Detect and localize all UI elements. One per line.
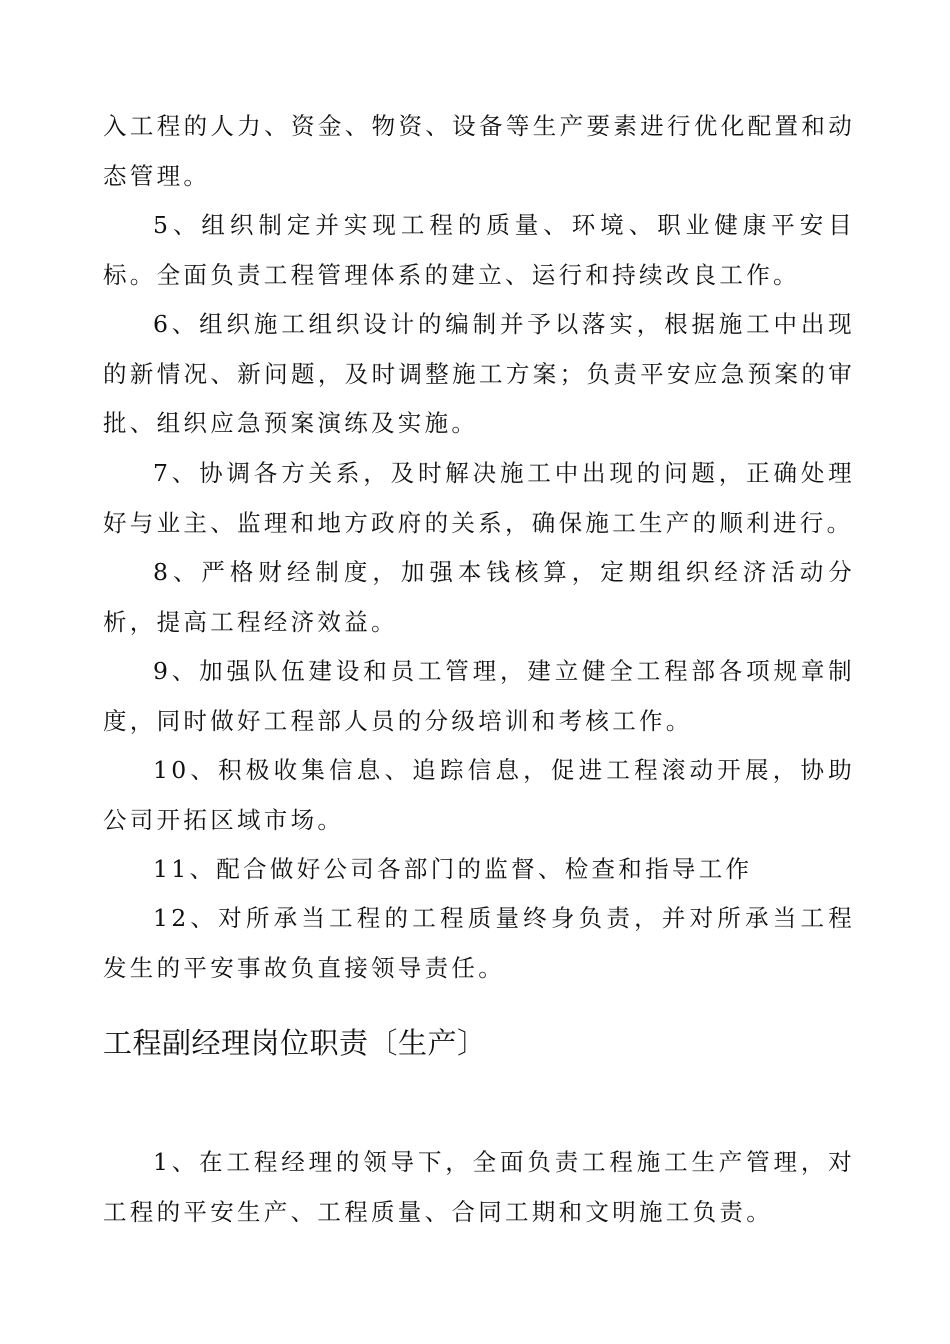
section-heading: 工程副经理岗位职责〔生产〕: [103, 1026, 487, 1060]
duty-item-7: 7、协调各方关系，及时解决施工中出现的问题，正确处理好与业主、监理和地方政府的关系，确保施工生产的顺利进行。: [103, 459, 855, 537]
duty-item-6: 6、组织施工组织设计的编制并予以落实，根据施工中出现的新情况、新问题，及时调整施工方案；负责平安应急预案的审批、组织应急预案演练及实施。: [103, 310, 855, 437]
duty-item-10: 10、积极收集信息、追踪信息，促进工程滚动开展，协助公司开拓区域市场。: [103, 756, 855, 834]
duty-item-5: 5、组织制定并实现工程的质量、环境、职业健康平安目标。全面负责工程管理体系的建立、运行和持续改良工作。: [103, 211, 855, 289]
continuation-paragraph: 入工程的人力、资金、物资、设备等生产要素进行优化配置和动态管理。: [103, 112, 855, 190]
duty-item-11: 11、配合做好公司各部门的监督、检查和指导工作: [153, 855, 753, 883]
duty-item-9: 9、加强队伍建设和员工管理，建立健全工程部各项规章制度，同时做好工程部人员的分级培训和考核工作。: [103, 657, 855, 735]
section-item-1: 1、在工程经理的领导下，全面负责工程施工生产管理，对工程的平安生产、工程质量、合同工期和文明施工负责。: [103, 1148, 855, 1226]
duty-item-12: 12、对所承当工程的工程质量终身负责，并对所承当工程发生的平安事故负直接领导责任。: [103, 904, 855, 982]
duty-item-8: 8、严格财经制度，加强本钱核算，定期组织经济活动分析，提高工程经济效益。: [103, 558, 855, 636]
